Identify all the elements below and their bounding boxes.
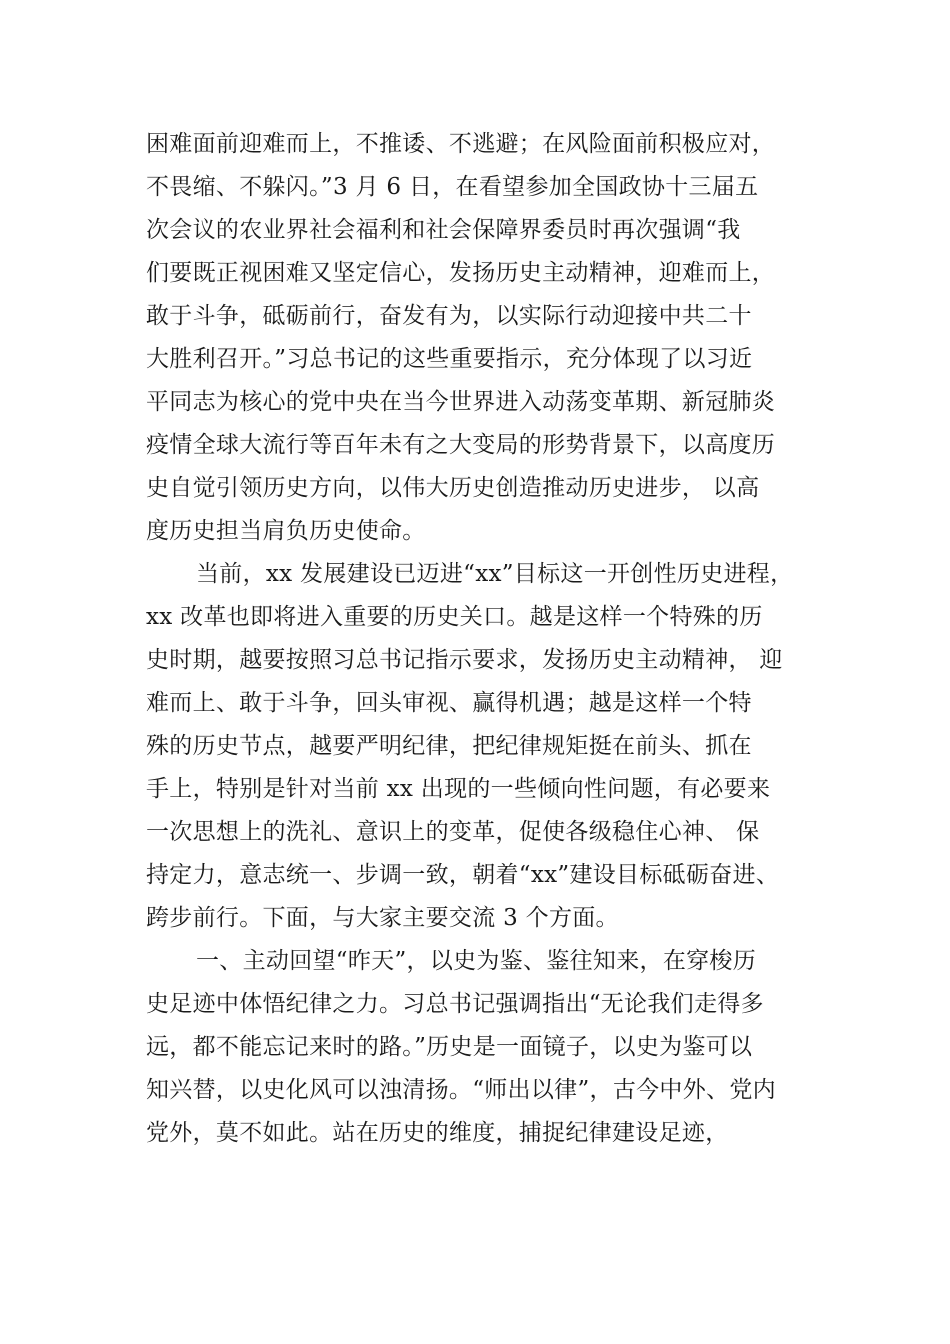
text-line: 殊的历史节点，越要严明纪律，把纪律规矩挺在前头、抓在 xyxy=(146,733,752,759)
text-line: 不畏缩、不躲闪。”3 月 6 日，在看望参加全国政协十三届五 xyxy=(146,174,759,200)
text-line: 持定力，意志统一、步调一致，朝着“xx”建设目标砥砺奋进、 xyxy=(146,862,780,888)
text-line: 史足迹中体悟纪律之力。习总书记强调指出“无论我们走得多 xyxy=(146,991,764,1017)
text-line: 们要既正视困难又坚定信心，发扬历史主动精神，迎难而上， xyxy=(146,260,776,286)
text-line: 史自觉引领历史方向，以伟大历史创造推动历史进步， 以高 xyxy=(146,475,760,501)
paragraph-start: 当前，xx 发展建设已迈进“xx”目标这一开创性历史进程， xyxy=(196,561,794,587)
text-line: 平同志为核心的党中央在当今世界进入动荡变革期、新冠肺炎 xyxy=(146,389,776,415)
text-line: 跨步前行。下面，与大家主要交流 3 个方面。 xyxy=(146,905,619,931)
text-line: 疫情全球大流行等百年未有之大变局的形势背景下，以高度历 xyxy=(146,432,776,458)
text-line: 度历史担当肩负历史使命。 xyxy=(146,518,426,544)
text-line: 史时期，越要按照习总书记指示要求，发扬历史主动精神， 迎 xyxy=(146,647,783,673)
text-line: 一次思想上的洗礼、意识上的变革，促使各级稳住心神、 保 xyxy=(146,819,760,845)
text-line: 手上，特别是针对当前 xx 出现的一些倾向性问题，有必要来 xyxy=(146,776,771,802)
text-line: xx 改革也即将进入重要的历史关口。越是这样一个特殊的历 xyxy=(146,604,763,630)
text-line: 次会议的农业界社会福利和社会保障界委员时再次强调“我 xyxy=(146,217,741,243)
text-line: 知兴替，以史化风可以浊清扬。“师出以律”，古今中外、党内 xyxy=(146,1077,776,1103)
text-line: 远，都不能忘记来时的路。”历史是一面镜子，以史为鉴可以 xyxy=(146,1034,753,1060)
text-line: 困难面前迎难而上，不推诿、不逃避；在风险面前积极应对， xyxy=(146,131,776,157)
text-line: 大胜利召开。”习总书记的这些重要指示，充分体现了以习近 xyxy=(146,346,753,372)
text-line: 难而上、敢于斗争，回头审视、赢得机遇；越是这样一个特 xyxy=(146,690,752,716)
text-line: 党外，莫不如此。站在历史的维度，捕捉纪律建设足迹， xyxy=(146,1120,729,1146)
text-line: 敢于斗争，砥砺前行，奋发有为，以实际行动迎接中共二十 xyxy=(146,303,752,329)
section-heading-line: 一、主动回望“昨天”，以史为鉴、鉴往知来，在穿梭历 xyxy=(196,948,757,974)
